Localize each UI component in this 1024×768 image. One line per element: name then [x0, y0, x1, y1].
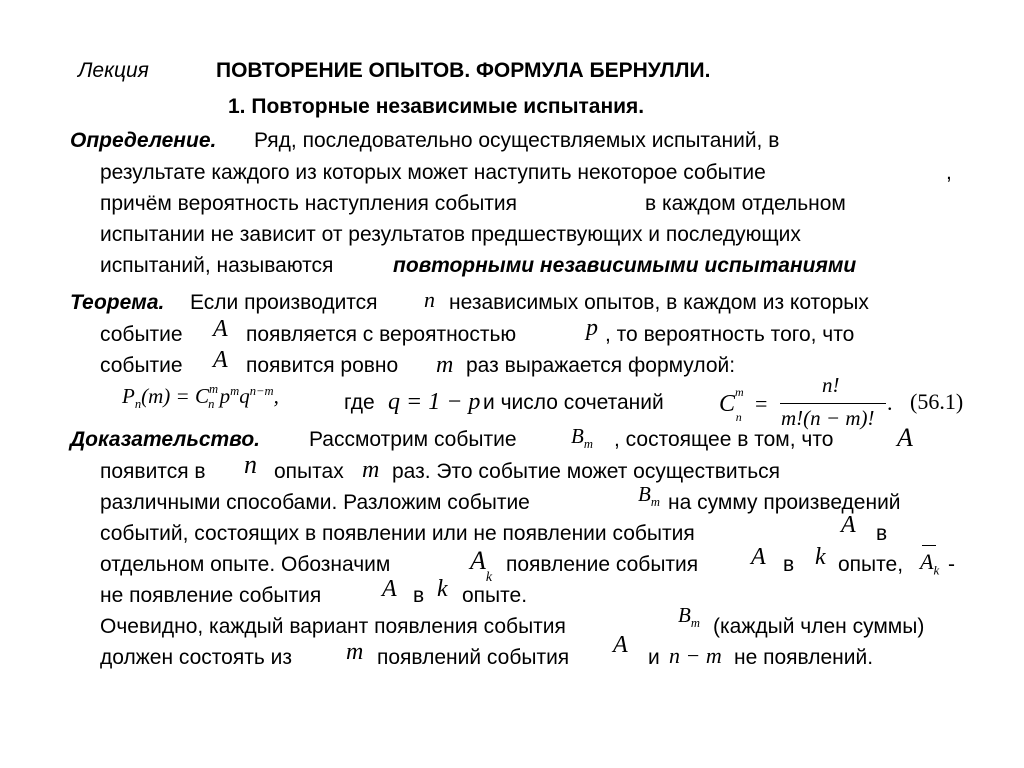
fraction-bar	[780, 403, 886, 404]
overline-bar	[922, 545, 936, 546]
definition-line-5: испытаний, называются	[100, 254, 334, 277]
theorem-line-3a: событие	[100, 354, 183, 377]
proof-line-8b: появлений события	[377, 646, 570, 669]
proof-line-5b: появление события	[506, 553, 699, 576]
n-minus-m: n − m	[669, 643, 722, 668]
proof-line-5d: опыте,	[838, 553, 904, 576]
q-definition: q = 1 − p	[388, 389, 481, 415]
fraction-denominator: m!(n − m)!	[781, 406, 875, 430]
var-m-proof: m	[362, 457, 380, 483]
proof-line-1a: Рассмотрим событие	[309, 428, 517, 451]
proof-line-2b: опытах	[274, 460, 344, 483]
proof-line-5e: -	[948, 553, 955, 576]
definition-term: повторными независимыми испытаниями	[393, 254, 857, 277]
proof-line-2a: появится в	[100, 460, 206, 483]
definition-line-1: Ряд, последовательно осуществляемых испытаний, в	[254, 129, 780, 152]
event-not-Ak: $A_k$	[920, 549, 940, 578]
fraction-numerator: n!	[822, 373, 840, 397]
theorem-label: Теорема.	[70, 291, 165, 314]
var-A-2: A	[213, 347, 228, 373]
var-m: m	[436, 352, 454, 378]
definition-line-4: испытании не зависит от результатов предшествующих и последующих	[100, 223, 801, 246]
theorem-line-1a: Если производится	[190, 291, 378, 314]
proof-line-6a: не появление события	[100, 584, 322, 607]
proof-line-4b: в	[876, 522, 888, 545]
theorem-line-2a: событие	[100, 323, 183, 346]
event-Ak: $A_k$	[470, 546, 493, 586]
where-label: где	[344, 391, 375, 414]
var-k: k	[815, 544, 826, 570]
proof-line-1b: , состоящее в том, что	[614, 428, 834, 451]
theorem-line-2b: появляется с вероятностью	[246, 323, 517, 346]
lecture-label: Лекция	[78, 59, 149, 82]
theorem-line-2c: , то вероятность того, что	[605, 323, 855, 346]
proof-label: Доказательство.	[70, 428, 261, 451]
var-A-proof-3: A	[751, 544, 766, 570]
var-A-proof-4: A	[382, 576, 397, 602]
theorem-line-3c: раз выражается формулой:	[466, 354, 736, 377]
proof-line-8c: и	[648, 646, 660, 669]
theorem-line-3b: появится ровно	[246, 354, 399, 377]
definition-line-3b: в каждом отдельном	[645, 192, 846, 215]
proof-line-8a: должен состоять из	[100, 646, 292, 669]
bernoulli-formula: $P_n(m) = C^m_n$ $p^mq^{n-m}$,	[122, 382, 279, 412]
formula-number: (56.1)	[910, 389, 964, 414]
theorem-line-1b: независимых опытов, в каждом из которых	[449, 291, 869, 314]
var-A: A	[213, 316, 228, 342]
proof-line-5a: отдельном опыте. Обозначим	[100, 553, 391, 576]
section-heading: 1. Повторные независимые испытания.	[228, 95, 645, 118]
event-Bm-3: $B_m$	[678, 603, 700, 631]
proof-line-5c: в	[783, 553, 795, 576]
proof-line-8d: не появлений.	[734, 646, 874, 669]
proof-line-7b: (каждый член суммы)	[713, 615, 925, 638]
definition-label: Определение.	[70, 129, 217, 152]
page-title: ПОВТОРЕНИЕ ОПЫТОВ. ФОРМУЛА БЕРНУЛЛИ.	[216, 59, 711, 82]
proof-line-4a: событий, состоящих в появлении или не появлении события	[100, 522, 695, 545]
proof-line-2c: раз. Это событие может осуществиться	[392, 460, 781, 483]
event-Bm: $B_m$	[571, 424, 593, 452]
proof-line-7a: Очевидно, каждый вариант появления события	[100, 615, 566, 638]
definition-line-2: результате каждого из которых может наступить некоторое событие	[100, 161, 766, 184]
proof-line-6b: в	[413, 584, 425, 607]
proof-line-6c: опыте.	[462, 584, 528, 607]
definition-line-3a: причём вероятность наступления события	[100, 192, 518, 215]
formula-dot: .	[887, 390, 893, 415]
var-n-proof: n	[244, 450, 257, 479]
proof-line-3: различными способами. Разложим событие	[100, 491, 530, 514]
var-k-2: k	[437, 576, 448, 602]
combinations-label: и число сочетаний	[483, 391, 664, 414]
var-A-proof: A	[897, 423, 913, 452]
var-p: p	[586, 315, 598, 341]
var-A-proof-5: A	[613, 632, 628, 658]
event-Bm-2: $B_m$	[638, 482, 660, 510]
combination-symbol: $C^m_n$	[719, 385, 744, 424]
equals-sign: =	[755, 391, 768, 416]
proof-line-3b: на сумму произведений	[668, 491, 901, 514]
var-A-proof-2: A	[841, 512, 856, 538]
var-n: n	[424, 287, 435, 312]
definition-line-2-end: ,	[946, 161, 952, 184]
var-m-proof-2: m	[346, 639, 364, 665]
